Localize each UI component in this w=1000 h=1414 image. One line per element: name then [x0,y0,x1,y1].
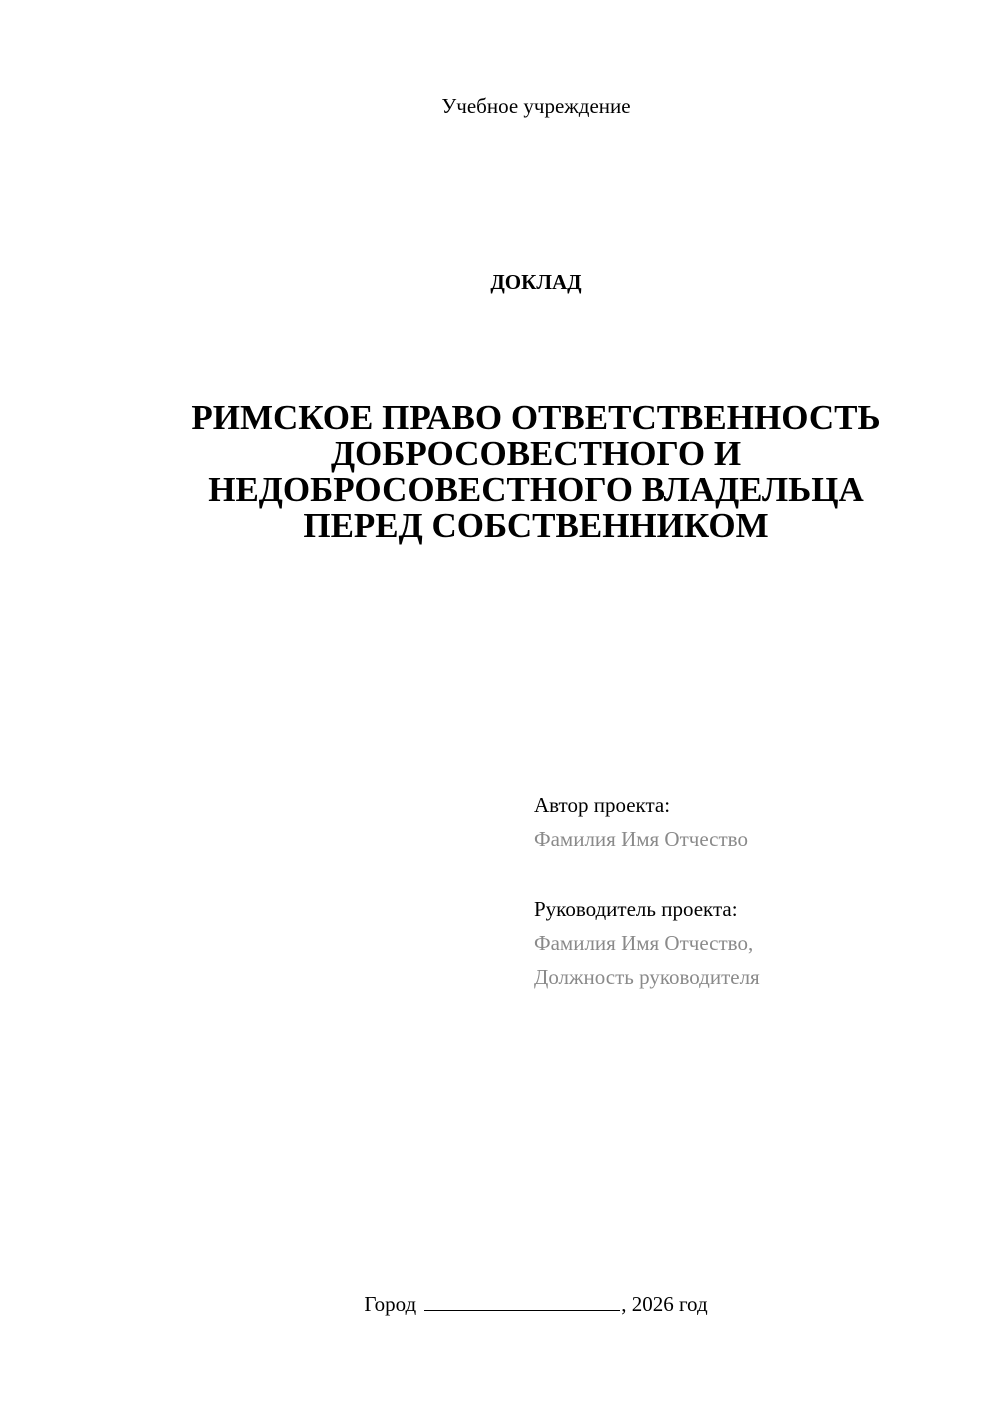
title-line-4: ПЕРЕД СОБСТВЕННИКОМ [303,506,769,545]
credits-spacer [534,856,974,892]
institution-name: Учебное учреждение [441,94,631,118]
supervisor-name: Фамилия Имя Отчество, [534,931,754,955]
document-title [140,400,932,544]
year-text: , 2026 год [621,1292,708,1316]
city-label: Город [364,1292,417,1316]
title-line-3: НЕДОБРОСОВЕСТНОГО ВЛАДЕЛЬЦА [208,470,864,509]
author-name: Фамилия Имя Отчество [534,827,748,851]
city-year-line [0,1290,1000,1318]
supervisor-label: Руководитель проекта: [534,897,738,921]
title-line-2: ДОБРОСОВЕСТНОГО И [330,434,742,473]
title-line-1: РИМСКОЕ ПРАВО ОТВЕТСТВЕННОСТЬ [191,398,881,437]
author-label: Автор проекта: [534,793,671,817]
document-type-label: ДОКЛАД [490,270,582,294]
supervisor-position: Должность руководителя [534,965,760,989]
credits-block [534,788,974,994]
city-blank-line [424,1290,620,1311]
